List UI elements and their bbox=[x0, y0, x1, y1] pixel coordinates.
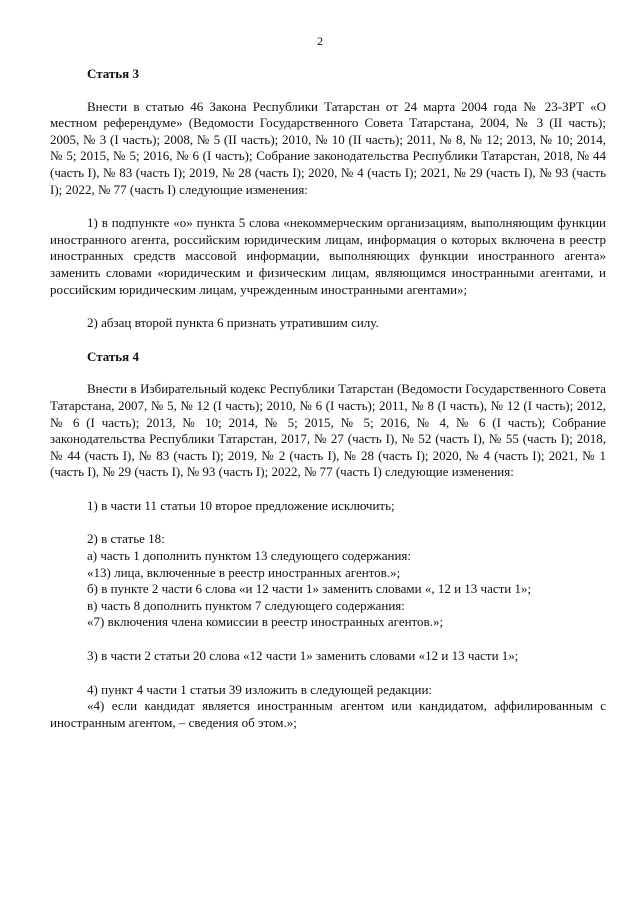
article-3-intro: Внести в статью 46 Закона Республики Татарстан от 24 марта 2004 года № 23-ЗРТ «О местном референдуме» (Ведомости Государственного Совета Татарстана, 2004, № 3 (II часть); 2005, № 3 (I часть); 2008, № 5 (II часть); 2010, № 10 (II часть); 2011, № 8, № 12; 2013, № 10; 2014, № 5; 2015, № 5; 2016, № 6 (I часть); Собрание законодательства Республики Татарстан, 2018, № 44 (часть I), № 83 (часть I); 2019, № 28 (часть I); 2020, № 4 (часть I); 2021, № 29 (часть I), № 93 (часть I); 2022, № 77 (часть I) следующие изменения: bbox=[50, 98, 606, 197]
article-3-heading: Статья 3 bbox=[87, 66, 139, 81]
document-body bbox=[50, 66, 606, 731]
article-4-item-2-v-text: «7) включения члена комиссии в реестр иностранных агентов.»; bbox=[87, 614, 444, 630]
article-4-item-2-a: а) часть 1 дополнить пунктом 13 следующего содержания: bbox=[87, 548, 412, 564]
article-4-item-2-b: б) в пункте 2 части 6 слова «и 12 части 1» заменить словами «, 12 и 13 части 1»; bbox=[87, 581, 532, 597]
article-3-item-2: 2) абзац второй пункта 6 признать утратившим силу. bbox=[87, 315, 379, 331]
article-4-item-4: 4) пункт 4 части 1 статьи 39 изложить в следующей редакции: bbox=[87, 681, 433, 697]
article-4-heading: Статья 4 bbox=[87, 348, 139, 364]
article-4-intro: Внести в Избирательный кодекс Республики Татарстан (Ведомости Государственного Совета Татарстана, 2007, № 5, № 12 (I часть); 2010, № 6 (I часть); 2011, № 8 (I часть), № 12 (I часть); 2012, № 6 (I часть); 2013, № 10; 2014, № 5; 2015, № 5; 2016, № 4, № 6 (I часть); Собрание законодательства Республики Татарстан, 2017, № 27 (часть I), № 52 (часть I), № 55 (часть I); 2018, № 44 (часть I), № 83 (часть I); 2019, № 2 (часть I), № 28 (часть I); 2020, № 4 (часть I); 2021, № 1 (часть I), № 29 (часть I), № 93 (часть I); 2022, № 77 (часть I) следующие изменения: bbox=[50, 381, 606, 480]
article-4-item-1: 1) в части 11 статьи 10 второе предложение исключить; bbox=[87, 497, 395, 513]
article-4-item-2-v: в) часть 8 дополнить пунктом 7 следующего содержания: bbox=[87, 597, 405, 613]
page-number: 2 bbox=[317, 34, 323, 48]
article-3-item-1: 1) в подпункте «о» пункта 5 слова «некоммерческим организациям, выполняющим функции иностранного агента, российским юридическим лицам, информация о которых включена в реестр иностранных средств массовой информации, выполняющих функции иностранного агента» заменить словами «юридическим и физическим лицам, являющимся иностранными агентами, и российским юридическим лицам, учрежденным иностранными агентами»; bbox=[50, 215, 606, 297]
article-4-item-2-title: 2) в статье 18: bbox=[87, 531, 165, 547]
article-4-item-2-a-text: «13) лица, включенные в реестр иностранных агентов.»; bbox=[87, 564, 401, 580]
article-4-item-4-text: «4) если кандидат является иностранным агентом или кандидатом, аффилированным с иностранным агентом, – сведения об этом.»; bbox=[50, 698, 606, 730]
article-4-item-3: 3) в части 2 статьи 20 слова «12 части 1» заменить словами «12 и 13 части 1»; bbox=[87, 648, 519, 664]
